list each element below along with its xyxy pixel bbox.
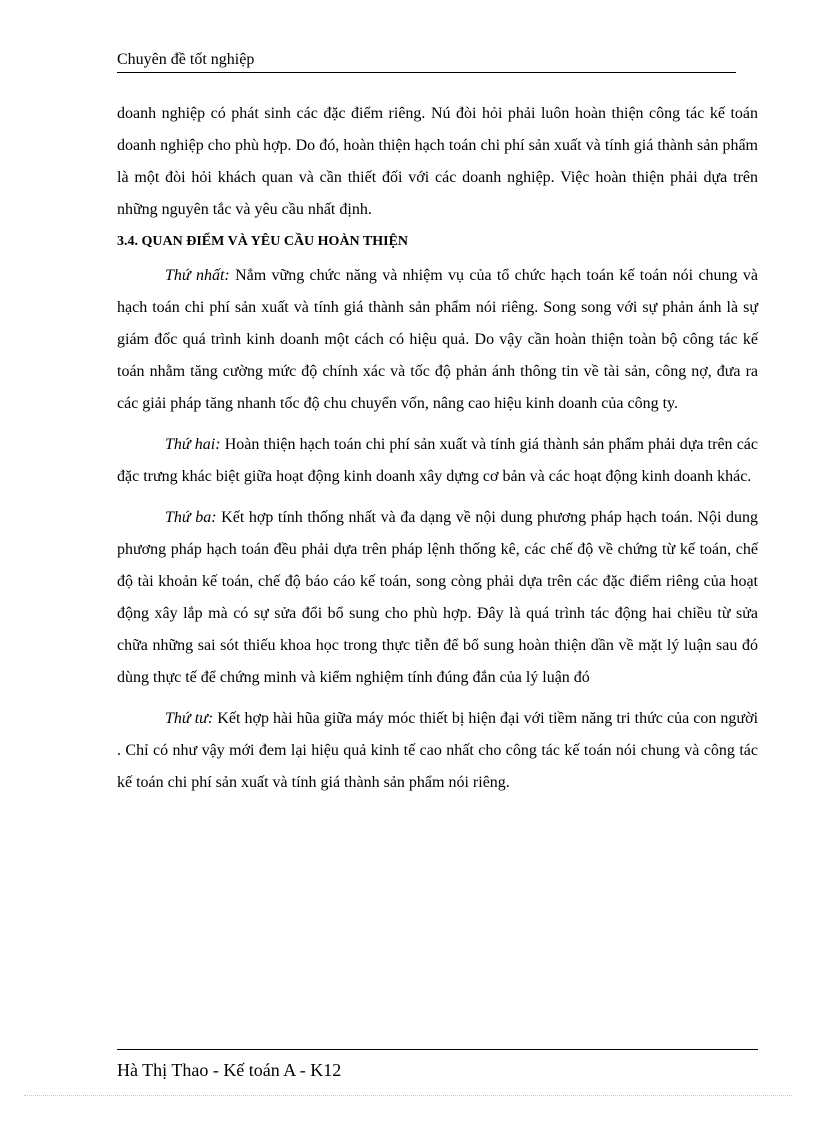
point-4-paragraph [117, 703, 758, 799]
point-2-lead: Thứ hai: [165, 436, 221, 453]
page-header [117, 48, 736, 73]
footer-author: Hà Thị Thao - Kế toán A - K12 [117, 1060, 342, 1080]
point-3-paragraph [117, 502, 758, 694]
point-1-lead: Thứ nhất: [165, 267, 230, 284]
point-2-paragraph [117, 429, 758, 493]
page-bottom-divider [24, 1095, 792, 1096]
page-footer [117, 1049, 758, 1082]
document-body [117, 98, 758, 799]
point-1-paragraph [117, 260, 758, 420]
point-4-lead: Thứ tư: [165, 710, 214, 727]
point-3-text: Kết hợp tính thống nhất và đa dạng về nội dung phương pháp hạch toán. Nội dung phương pháp hạch toán đều phải dựa trên pháp lệnh thống kê, các chế độ về chứng từ kế toán, chế độ tài khoản kế toán, chế độ báo cáo kế toán, song còng phải dựa trên các đặc điểm riêng của hoạt động xây lắp mà có sự sửa đổi bổ sung cho phù hợp. Đây là quá trình tác động hai chiều từ sửa chữa những sai sót thiếu khoa học trong thực tiễn để bổ sung hoàn thiện dần về mặt lý luận sau đó dùng thực tế để chứng minh và kiểm nghiệm tính đúng đắn của lý luận đó [117, 509, 759, 686]
intro-paragraph: doanh nghiệp có phát sinh các đặc điểm riêng. Nú đòi hỏi phải luôn hoàn thiện công tác kế toán doanh nghiệp cho phù hợp. Do đó, hoàn thiện hạch toán chi phí sản xuất và tính giá thành sản phẩm là một đòi hỏi khách quan và cần thiết đối với các doanh nghiệp. Việc hoàn thiện phải dựa trên những nguyên tắc và yêu cầu nhất định. [117, 105, 758, 218]
point-2-text: Hoàn thiện hạch toán chi phí sản xuất và tính giá thành sản phẩm phải dựa trên các đặc trưng khác biệt giữa hoạt động kinh doanh xây dựng cơ bản và các hoạt động kinh doanh khác. [117, 436, 758, 485]
header-title: Chuyên đề tốt nghiệp [117, 51, 255, 68]
section-heading: 3.4. QUAN ĐIỂM VÀ YÊU CẦU HOÀN THIỆN [117, 234, 409, 249]
point-1-text: Nắm vững chức năng và nhiệm vụ của tổ chức hạch toán kế toán nói chung và hạch toán chi phí sản xuất và tính giá thành sản phẩm nói riêng. Song song với sự phản ánh là sự giám đốc quá trình kinh doanh một cách có hiệu quả. Do vậy cần hoàn thiện toàn bộ công tác kế toán nhằm tăng cường mức độ chính xác và tốc độ phản ánh thông tin về tài sản, công nợ, đưa ra các giải pháp tăng nhanh tốc độ chu chuyển vốn, nâng cao hiệu kinh doanh của công ty. [117, 267, 758, 412]
point-3-lead: Thứ ba: [165, 509, 217, 526]
point-4-text: Kết hợp hài hũa giữa máy móc thiết bị hiện đại với tiềm năng tri thức của con người . Chỉ có như vậy mới đem lại hiệu quả kinh tế cao nhất cho công tác kế toán nói chung và công tác kế toán chi phí sản xuất và tính giá thành sản phẩm nói riêng. [117, 710, 759, 791]
